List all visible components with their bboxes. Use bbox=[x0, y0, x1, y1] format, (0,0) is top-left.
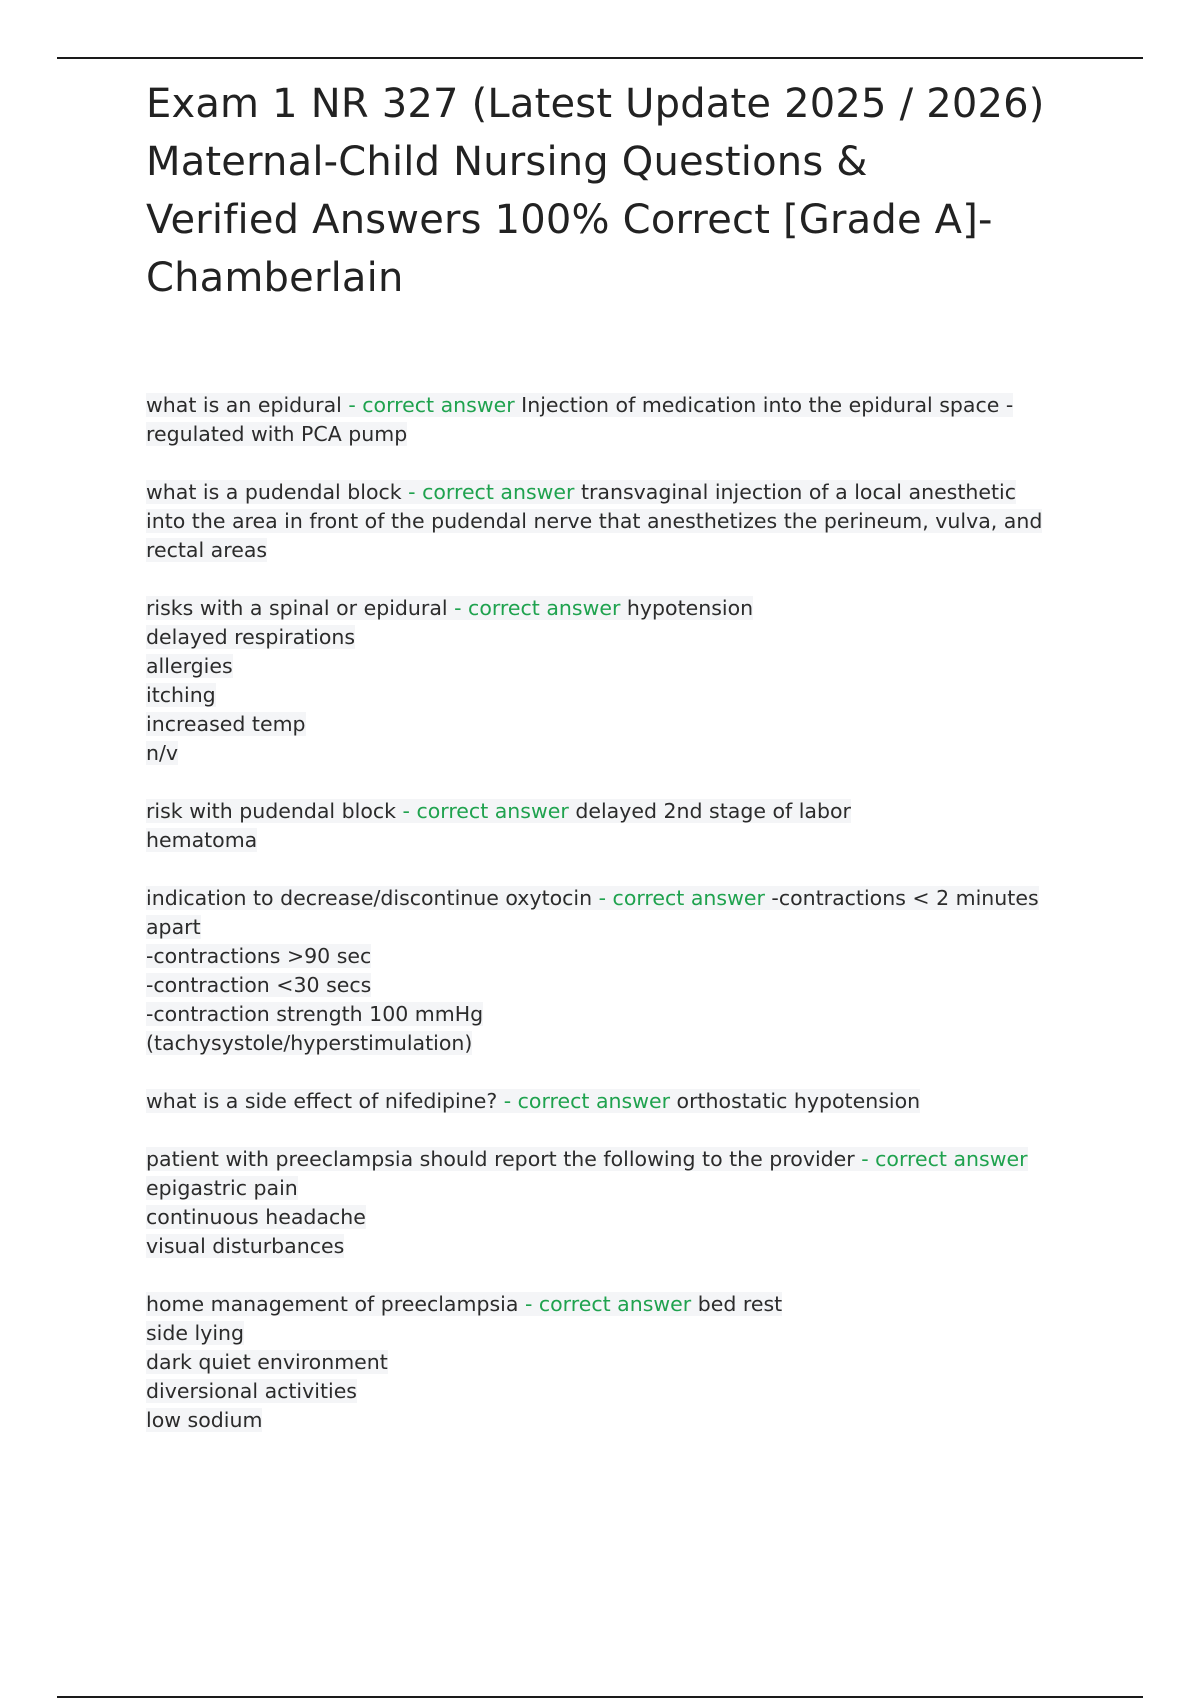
answer-line-text: -contractions >90 sec bbox=[146, 944, 372, 968]
answer-text: orthostatic hypotension bbox=[676, 1089, 921, 1113]
qa-first-line bbox=[146, 478, 1091, 507]
bottom-rule bbox=[57, 1696, 1143, 1698]
question-text: what is a side effect of nifedipine? bbox=[146, 1089, 498, 1113]
qa-item bbox=[146, 797, 1091, 855]
answer-line-text: continuous headache bbox=[146, 1205, 366, 1229]
answer-text: hypotension bbox=[626, 596, 754, 620]
correct-answer-label: - correct answer bbox=[401, 480, 581, 504]
correct-answer-label: - correct answer bbox=[341, 393, 522, 417]
answer-line-text: allergies bbox=[146, 654, 233, 678]
answer-line bbox=[146, 913, 1091, 942]
answer-line-text: -contraction strength 100 mmHg bbox=[146, 1002, 484, 1026]
answer-line-text: hematoma bbox=[146, 828, 258, 852]
correct-answer-label: - correct answer bbox=[447, 596, 627, 620]
qa-highlight bbox=[146, 1147, 1028, 1171]
answer-text: transvaginal injection of a local anesthetic bbox=[580, 480, 1017, 504]
question-text: what is a pudendal block bbox=[146, 480, 402, 504]
answer-line-text: increased temp bbox=[146, 712, 306, 736]
answer-text: delayed 2nd stage of labor bbox=[575, 799, 851, 823]
answer-line-text: visual disturbances bbox=[146, 1234, 345, 1258]
answer-text: Injection of medication into the epidural space - bbox=[521, 393, 1014, 417]
answer-line-text: regulated with PCA pump bbox=[146, 422, 408, 446]
answer-line bbox=[146, 1203, 1091, 1232]
qa-item bbox=[146, 594, 1091, 768]
qa-highlight bbox=[146, 480, 1016, 504]
answer-line bbox=[146, 739, 1091, 768]
qa-highlight bbox=[146, 1292, 782, 1316]
answer-line-text: rectal areas bbox=[146, 538, 268, 562]
qa-highlight bbox=[146, 1089, 920, 1113]
qa-item bbox=[146, 1087, 1091, 1116]
answer-line bbox=[146, 1406, 1091, 1435]
qa-highlight bbox=[146, 886, 1039, 910]
answer-line-text: n/v bbox=[146, 741, 179, 765]
document-title bbox=[146, 75, 1106, 307]
answer-line-text: epigastric pain bbox=[146, 1176, 298, 1200]
answer-line-text: delayed respirations bbox=[146, 625, 356, 649]
qa-first-line bbox=[146, 884, 1091, 913]
question-text: what is an epidural bbox=[146, 393, 342, 417]
qa-first-line bbox=[146, 594, 1091, 623]
qa-first-line bbox=[146, 797, 1091, 826]
answer-line-text: (tachysystole/hyperstimulation) bbox=[146, 1031, 473, 1055]
qa-highlight bbox=[146, 393, 1013, 417]
question-text: home management of preeclampsia bbox=[146, 1292, 519, 1316]
correct-answer-label: - correct answer bbox=[592, 886, 772, 910]
qa-highlight bbox=[146, 596, 753, 620]
answer-text: bed rest bbox=[697, 1292, 783, 1316]
correct-answer-label: - correct answer bbox=[854, 1147, 1028, 1171]
answer-line bbox=[146, 1348, 1091, 1377]
answer-text: -contractions < 2 minutes bbox=[771, 886, 1039, 910]
title-line: Verified Answers 100% Correct [Grade A]- bbox=[146, 197, 993, 243]
answer-line bbox=[146, 1000, 1091, 1029]
title-line: Chamberlain bbox=[146, 255, 404, 301]
answer-line bbox=[146, 971, 1091, 1000]
qa-first-line bbox=[146, 1290, 1091, 1319]
answer-line bbox=[146, 681, 1091, 710]
qa-item bbox=[146, 478, 1091, 565]
qa-highlight bbox=[146, 799, 851, 823]
answer-line bbox=[146, 710, 1091, 739]
correct-answer-label: - correct answer bbox=[497, 1089, 677, 1113]
qa-item bbox=[146, 884, 1091, 1058]
question-text: indication to decrease/discontinue oxytocin bbox=[146, 886, 593, 910]
answer-line-text: low sodium bbox=[146, 1408, 263, 1432]
answer-line bbox=[146, 1319, 1091, 1348]
title-line: Exam 1 NR 327 (Latest Update 2025 / 2026) bbox=[146, 81, 1045, 127]
correct-answer-label: - correct answer bbox=[518, 1292, 698, 1316]
qa-first-line bbox=[146, 391, 1091, 420]
qa-item bbox=[146, 1145, 1091, 1261]
correct-answer-label: - correct answer bbox=[396, 799, 576, 823]
answer-line-text: itching bbox=[146, 683, 216, 707]
answer-line-text: into the area in front of the pudendal nerve that anesthetizes the perineum, vulva, and bbox=[146, 509, 1043, 533]
top-rule bbox=[57, 57, 1143, 59]
answer-line bbox=[146, 507, 1091, 536]
answer-line bbox=[146, 1174, 1091, 1203]
qa-first-line bbox=[146, 1087, 1091, 1116]
qa-item bbox=[146, 1290, 1091, 1435]
qa-item bbox=[146, 391, 1091, 449]
answer-line bbox=[146, 652, 1091, 681]
answer-line bbox=[146, 623, 1091, 652]
answer-line bbox=[146, 420, 1091, 449]
answer-line-text: apart bbox=[146, 915, 201, 939]
answer-line-text: -contraction <30 secs bbox=[146, 973, 372, 997]
answer-line bbox=[146, 536, 1091, 565]
answer-line bbox=[146, 1232, 1091, 1261]
qa-first-line bbox=[146, 1145, 1091, 1174]
answer-line bbox=[146, 1029, 1091, 1058]
answer-line bbox=[146, 942, 1091, 971]
answer-line-text: diversional activities bbox=[146, 1379, 357, 1403]
qa-list bbox=[146, 391, 1091, 1464]
title-line: Maternal-Child Nursing Questions & bbox=[146, 139, 868, 185]
answer-line bbox=[146, 1377, 1091, 1406]
answer-line bbox=[146, 826, 1091, 855]
answer-line-text: side lying bbox=[146, 1321, 245, 1345]
answer-line-text: dark quiet environment bbox=[146, 1350, 388, 1374]
question-text: risk with pudendal block bbox=[146, 799, 397, 823]
question-text: patient with preeclampsia should report the following to the provider bbox=[146, 1147, 855, 1171]
question-text: risks with a spinal or epidural bbox=[146, 596, 448, 620]
